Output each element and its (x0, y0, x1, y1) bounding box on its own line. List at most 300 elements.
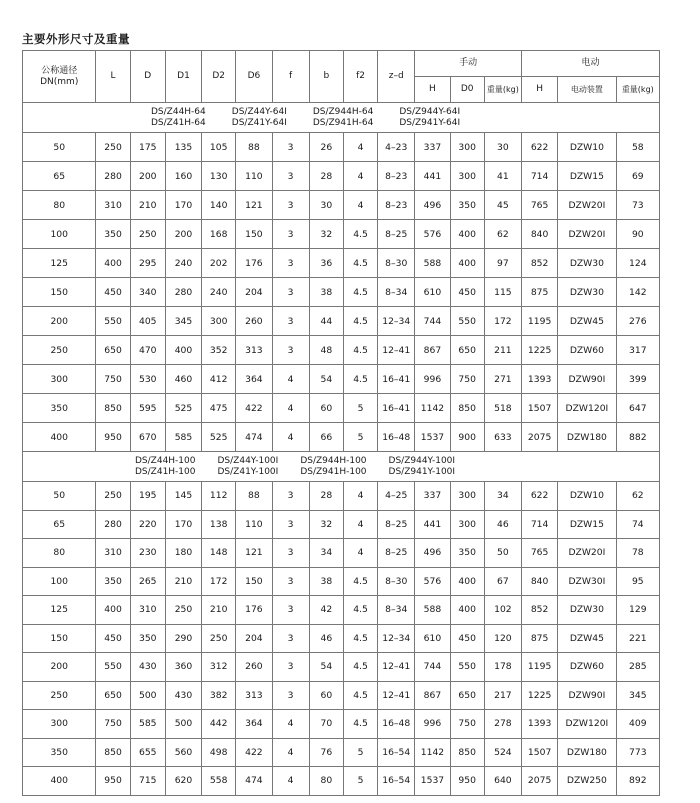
table-cell: 4 (343, 482, 377, 511)
table-cell: 168 (202, 220, 236, 249)
table-cell: 647 (616, 394, 659, 423)
header-manual-sub: H (415, 77, 450, 103)
table-cell: 4 (272, 365, 309, 394)
table-cell: 170 (165, 510, 201, 539)
table-cell: 50 (23, 482, 96, 511)
header-dn-line2: DN(mm) (40, 76, 79, 87)
table-cell: 3 (272, 681, 309, 710)
table-cell: 110 (236, 510, 272, 539)
table-cell: 450 (450, 624, 484, 653)
table-cell: DZW10 (558, 133, 616, 162)
header-electric: 电动 (522, 51, 660, 77)
table-cell: 150 (23, 624, 96, 653)
table-cell: 405 (130, 307, 165, 336)
table-cell: 560 (165, 738, 201, 767)
table-cell: 840 (522, 220, 558, 249)
table-cell: 16–48 (378, 710, 415, 739)
table-cell: 76 (309, 738, 343, 767)
table-row (23, 336, 660, 365)
table-cell: 217 (484, 681, 521, 710)
table-cell: DZW120I (558, 710, 616, 739)
table-cell: 950 (450, 767, 484, 796)
table-cell: 32 (309, 220, 343, 249)
table-cell: 276 (616, 307, 659, 336)
table-cell: 585 (130, 710, 165, 739)
header-dn (23, 51, 96, 103)
table-cell: 950 (96, 767, 130, 796)
table-cell: DZW15 (558, 510, 616, 539)
table-row (23, 423, 660, 452)
table-cell: 1537 (415, 767, 450, 796)
table-cell: 350 (96, 220, 130, 249)
table-cell: 400 (96, 249, 130, 278)
table-cell: 4.5 (343, 624, 377, 653)
table-cell: 850 (450, 394, 484, 423)
table-cell: 352 (202, 336, 236, 365)
table-cell: 882 (616, 423, 659, 452)
table-row (23, 191, 660, 220)
table-cell: 290 (165, 624, 201, 653)
table-cell: 8–30 (378, 249, 415, 278)
table-cell: 12–41 (378, 653, 415, 682)
group1-body (23, 103, 660, 452)
table-cell: DZW90I (558, 681, 616, 710)
table-cell: 138 (202, 510, 236, 539)
table-cell: 4 (272, 423, 309, 452)
table-cell: 210 (130, 191, 165, 220)
table-cell: 3 (272, 510, 309, 539)
table-cell: 176 (236, 596, 272, 625)
table-cell: 88 (236, 133, 272, 162)
table-cell: 620 (165, 767, 201, 796)
table-cell: 69 (616, 162, 659, 191)
header-col: f (272, 51, 309, 103)
table-cell: 54 (309, 365, 343, 394)
model-pair: DS/Z944Y-100I DS/Z941Y-100I (388, 455, 456, 477)
table-cell: 250 (165, 596, 201, 625)
table-cell: 8–34 (378, 596, 415, 625)
table-cell: 875 (522, 278, 558, 307)
table-cell: 500 (165, 710, 201, 739)
table-cell: 750 (96, 365, 130, 394)
table-row (23, 596, 660, 625)
table-cell: 5 (343, 767, 377, 796)
table-cell: 16–41 (378, 365, 415, 394)
table-cell: 42 (309, 596, 343, 625)
group2-body (23, 452, 660, 796)
table-cell: 496 (415, 539, 450, 568)
table-cell: 430 (165, 681, 201, 710)
table-cell: 1142 (415, 394, 450, 423)
table-cell: 145 (165, 482, 201, 511)
header-col: L (96, 51, 130, 103)
table-cell: 50 (484, 539, 521, 568)
table-cell: 765 (522, 539, 558, 568)
model-pair: DS/Z944H-100 DS/Z941H-100 (300, 455, 367, 477)
table-row (23, 681, 660, 710)
table-cell: 500 (130, 681, 165, 710)
table-cell: 773 (616, 738, 659, 767)
table-cell: 8–25 (378, 539, 415, 568)
table-row (23, 510, 660, 539)
table-cell: 60 (309, 681, 343, 710)
table-cell: DZW45 (558, 307, 616, 336)
table-cell: 996 (415, 365, 450, 394)
table-cell: 280 (96, 510, 130, 539)
model-pair: DS/Z44Y-64I DS/Z41Y-64I (231, 106, 287, 128)
header-col: b (309, 51, 343, 103)
table-cell: 4 (272, 710, 309, 739)
table-cell: 210 (165, 567, 201, 596)
table-cell: 1507 (522, 738, 558, 767)
table-cell: 250 (23, 336, 96, 365)
table-cell: 150 (236, 220, 272, 249)
table-cell: 474 (236, 423, 272, 452)
table-cell: 54 (309, 653, 343, 682)
header-electric-sub: 重量(kg) (616, 77, 659, 103)
table-cell: 271 (484, 365, 521, 394)
table-cell: 1225 (522, 336, 558, 365)
table-cell: 588 (415, 249, 450, 278)
table-cell: 44 (309, 307, 343, 336)
table-cell: 3 (272, 133, 309, 162)
table-cell: 50 (23, 133, 96, 162)
table-cell: 312 (202, 653, 236, 682)
table-cell: 3 (272, 249, 309, 278)
table-cell: 875 (522, 624, 558, 653)
table-cell: 867 (415, 681, 450, 710)
table-cell: 8–23 (378, 191, 415, 220)
model-pair: DS/Z44H-64 DS/Z41H-64 (151, 106, 206, 128)
table-cell: 300 (23, 710, 96, 739)
table-cell: 400 (96, 596, 130, 625)
table-cell: 350 (96, 567, 130, 596)
model-pair: DS/Z944Y-64I DS/Z941Y-64I (399, 106, 461, 128)
table-cell: 230 (130, 539, 165, 568)
table-cell: 317 (616, 336, 659, 365)
table-cell: 4 (343, 133, 377, 162)
table-cell: DZW15 (558, 162, 616, 191)
table-cell: 3 (272, 567, 309, 596)
table-cell: 610 (415, 278, 450, 307)
table-cell: 12–34 (378, 307, 415, 336)
table-cell: 150 (23, 278, 96, 307)
table-cell: 633 (484, 423, 521, 452)
table-cell: 409 (616, 710, 659, 739)
table-cell: 1142 (415, 738, 450, 767)
table-cell: DZW10 (558, 482, 616, 511)
table-cell: 4.5 (343, 307, 377, 336)
table-row (23, 394, 660, 423)
header-col: z–d (378, 51, 415, 103)
table-cell: 176 (236, 249, 272, 278)
table-cell: 867 (415, 336, 450, 365)
table-cell: DZW30 (558, 596, 616, 625)
table-cell: 70 (309, 710, 343, 739)
table-cell: 524 (484, 738, 521, 767)
table-cell: 4 (343, 539, 377, 568)
table-row (23, 162, 660, 191)
table-cell: 310 (96, 539, 130, 568)
table-cell: 58 (616, 133, 659, 162)
table-cell: 4.5 (343, 278, 377, 307)
table-cell: 1393 (522, 710, 558, 739)
table-cell: 1195 (522, 653, 558, 682)
table-cell: 310 (130, 596, 165, 625)
table-cell: 102 (484, 596, 521, 625)
model-pair: DS/Z944H-64 DS/Z941H-64 (312, 106, 374, 128)
table-cell: 121 (236, 539, 272, 568)
table-cell: 3 (272, 482, 309, 511)
table-cell: 950 (96, 423, 130, 452)
table-cell: 1225 (522, 681, 558, 710)
table-cell: 4 (343, 162, 377, 191)
table-cell: 300 (450, 482, 484, 511)
table-cell: 172 (484, 307, 521, 336)
table-cell: 45 (484, 191, 521, 220)
table-cell: 3 (272, 162, 309, 191)
table-cell: 622 (522, 482, 558, 511)
table-cell: 400 (23, 767, 96, 796)
table-cell: 178 (484, 653, 521, 682)
table-cell: 400 (450, 596, 484, 625)
table-cell: 66 (309, 423, 343, 452)
table-cell: 300 (450, 162, 484, 191)
table-cell: 250 (130, 220, 165, 249)
table-cell: 422 (236, 394, 272, 423)
table-row (23, 653, 660, 682)
table-cell: 28 (309, 482, 343, 511)
table-row (23, 539, 660, 568)
table-cell: 260 (236, 307, 272, 336)
model-pair: DS/Z44H-100 DS/Z41H-100 (135, 455, 196, 477)
header-col: D1 (165, 51, 201, 103)
table-cell: 4.5 (343, 336, 377, 365)
table-cell: 28 (309, 162, 343, 191)
table-cell: 62 (484, 220, 521, 249)
table-cell: 3 (272, 596, 309, 625)
table-cell: 400 (450, 249, 484, 278)
dimensions-weight-table (22, 50, 660, 796)
table-cell: 744 (415, 307, 450, 336)
table-cell: 160 (165, 162, 201, 191)
table-cell: 3 (272, 278, 309, 307)
table-cell: 714 (522, 162, 558, 191)
table-cell: 112 (202, 482, 236, 511)
table-cell: 5 (343, 423, 377, 452)
table-cell: 1393 (522, 365, 558, 394)
table-cell: 285 (616, 653, 659, 682)
table-cell: 550 (450, 307, 484, 336)
table-cell: 4 (343, 191, 377, 220)
table-cell: 100 (23, 567, 96, 596)
table-cell: 142 (616, 278, 659, 307)
table-cell: 140 (202, 191, 236, 220)
table-cell: 4 (343, 510, 377, 539)
table-cell: 399 (616, 365, 659, 394)
table-cell: 852 (522, 596, 558, 625)
table-cell: 110 (236, 162, 272, 191)
table-cell: 280 (96, 162, 130, 191)
table-cell: 5 (343, 738, 377, 767)
table-cell: 200 (130, 162, 165, 191)
table-cell: DZW120I (558, 394, 616, 423)
table-cell: 1507 (522, 394, 558, 423)
table-cell: 4.5 (343, 249, 377, 278)
table-cell: 211 (484, 336, 521, 365)
table-cell: 622 (522, 133, 558, 162)
header-manual: 手动 (415, 51, 522, 77)
table-cell: 558 (202, 767, 236, 796)
model-pair: DS/Z44Y-100I DS/Z41Y-100I (217, 455, 279, 477)
table-cell: 550 (96, 307, 130, 336)
table-cell: 345 (616, 681, 659, 710)
table-cell: 73 (616, 191, 659, 220)
table-cell: 26 (309, 133, 343, 162)
table-cell: 4–25 (378, 482, 415, 511)
table-row (23, 133, 660, 162)
table-cell: 655 (130, 738, 165, 767)
table-cell: 430 (130, 653, 165, 682)
table-cell: 4 (272, 394, 309, 423)
table-cell: DZW45 (558, 624, 616, 653)
table-cell: 200 (23, 653, 96, 682)
table-cell: 715 (130, 767, 165, 796)
table-cell: 3 (272, 653, 309, 682)
table-cell: 12–41 (378, 681, 415, 710)
table-cell: DZW20I (558, 220, 616, 249)
table-cell: 670 (130, 423, 165, 452)
table-cell: 313 (236, 681, 272, 710)
table-cell: 4 (272, 767, 309, 796)
table-cell: 202 (202, 249, 236, 278)
table-cell: 250 (23, 681, 96, 710)
table-cell: 350 (23, 738, 96, 767)
table-cell: 16–54 (378, 767, 415, 796)
table-cell: 200 (23, 307, 96, 336)
table-cell: 400 (450, 567, 484, 596)
table-cell: 518 (484, 394, 521, 423)
table-cell: 80 (309, 767, 343, 796)
table-cell: 250 (96, 133, 130, 162)
table-cell: 105 (202, 133, 236, 162)
table-cell: 210 (202, 596, 236, 625)
table-cell: 460 (165, 365, 201, 394)
table-cell: 148 (202, 539, 236, 568)
table-cell: 62 (616, 482, 659, 511)
table-cell: 180 (165, 539, 201, 568)
table-cell: 550 (450, 653, 484, 682)
table-cell: 475 (202, 394, 236, 423)
table-cell: 530 (130, 365, 165, 394)
table-cell: 90 (616, 220, 659, 249)
header-col: f2 (343, 51, 377, 103)
table-cell: 585 (165, 423, 201, 452)
table-row (23, 482, 660, 511)
table-cell: 172 (202, 567, 236, 596)
table-row (23, 567, 660, 596)
table-cell: DZW30I (558, 567, 616, 596)
table-cell: 400 (23, 423, 96, 452)
table-cell: 280 (165, 278, 201, 307)
table-cell: 996 (415, 710, 450, 739)
table-cell: 46 (309, 624, 343, 653)
table-cell: 4.5 (343, 710, 377, 739)
table-cell: 4.5 (343, 681, 377, 710)
table-cell: 130 (202, 162, 236, 191)
table-cell: 5 (343, 394, 377, 423)
header-electric-sub: 电动装置 (558, 77, 616, 103)
table-cell: 337 (415, 133, 450, 162)
group2-models (23, 452, 660, 482)
table-cell: 80 (23, 191, 96, 220)
table-cell: 220 (130, 510, 165, 539)
header-electric-sub: H (522, 77, 558, 103)
header-manual-sub: 重量(kg) (484, 77, 521, 103)
table-cell: 125 (23, 596, 96, 625)
table-cell: 525 (165, 394, 201, 423)
table-cell: 300 (202, 307, 236, 336)
header-col: D2 (202, 51, 236, 103)
table-cell: 450 (96, 278, 130, 307)
table-cell: 310 (96, 191, 130, 220)
table-cell: 360 (165, 653, 201, 682)
table-cell: 30 (309, 191, 343, 220)
table-cell: 46 (484, 510, 521, 539)
table-cell: 450 (96, 624, 130, 653)
table-cell: 640 (484, 767, 521, 796)
table-cell: 124 (616, 249, 659, 278)
table-cell: DZW60 (558, 336, 616, 365)
table-cell: 260 (236, 653, 272, 682)
table-cell: 300 (450, 133, 484, 162)
table-cell: 350 (130, 624, 165, 653)
table-cell: 278 (484, 710, 521, 739)
table-cell: DZW60 (558, 653, 616, 682)
table-cell: DZW90I (558, 365, 616, 394)
table-cell: 595 (130, 394, 165, 423)
table-cell: 900 (450, 423, 484, 452)
table-cell: 16–54 (378, 738, 415, 767)
table-cell: 750 (450, 365, 484, 394)
table-cell: 470 (130, 336, 165, 365)
table-cell: 610 (415, 624, 450, 653)
table-cell: 1195 (522, 307, 558, 336)
table-cell: 95 (616, 567, 659, 596)
table-cell: 150 (236, 567, 272, 596)
table-cell: 412 (202, 365, 236, 394)
table-cell: 350 (23, 394, 96, 423)
table-cell: 576 (415, 220, 450, 249)
table-cell: 88 (236, 482, 272, 511)
table-row (23, 278, 660, 307)
table-cell: DZW180 (558, 423, 616, 452)
table-cell: 8–30 (378, 567, 415, 596)
table-cell: 204 (236, 624, 272, 653)
table-cell: 744 (415, 653, 450, 682)
table-cell: 350 (450, 191, 484, 220)
table-cell: 221 (616, 624, 659, 653)
table-cell: 4.5 (343, 596, 377, 625)
table-cell: 250 (96, 482, 130, 511)
table-cell: 442 (202, 710, 236, 739)
table-row (23, 767, 660, 796)
table-cell: 400 (450, 220, 484, 249)
table-cell: DZW250 (558, 767, 616, 796)
table-cell: 650 (450, 336, 484, 365)
table-cell: 175 (130, 133, 165, 162)
table-cell: 60 (309, 394, 343, 423)
